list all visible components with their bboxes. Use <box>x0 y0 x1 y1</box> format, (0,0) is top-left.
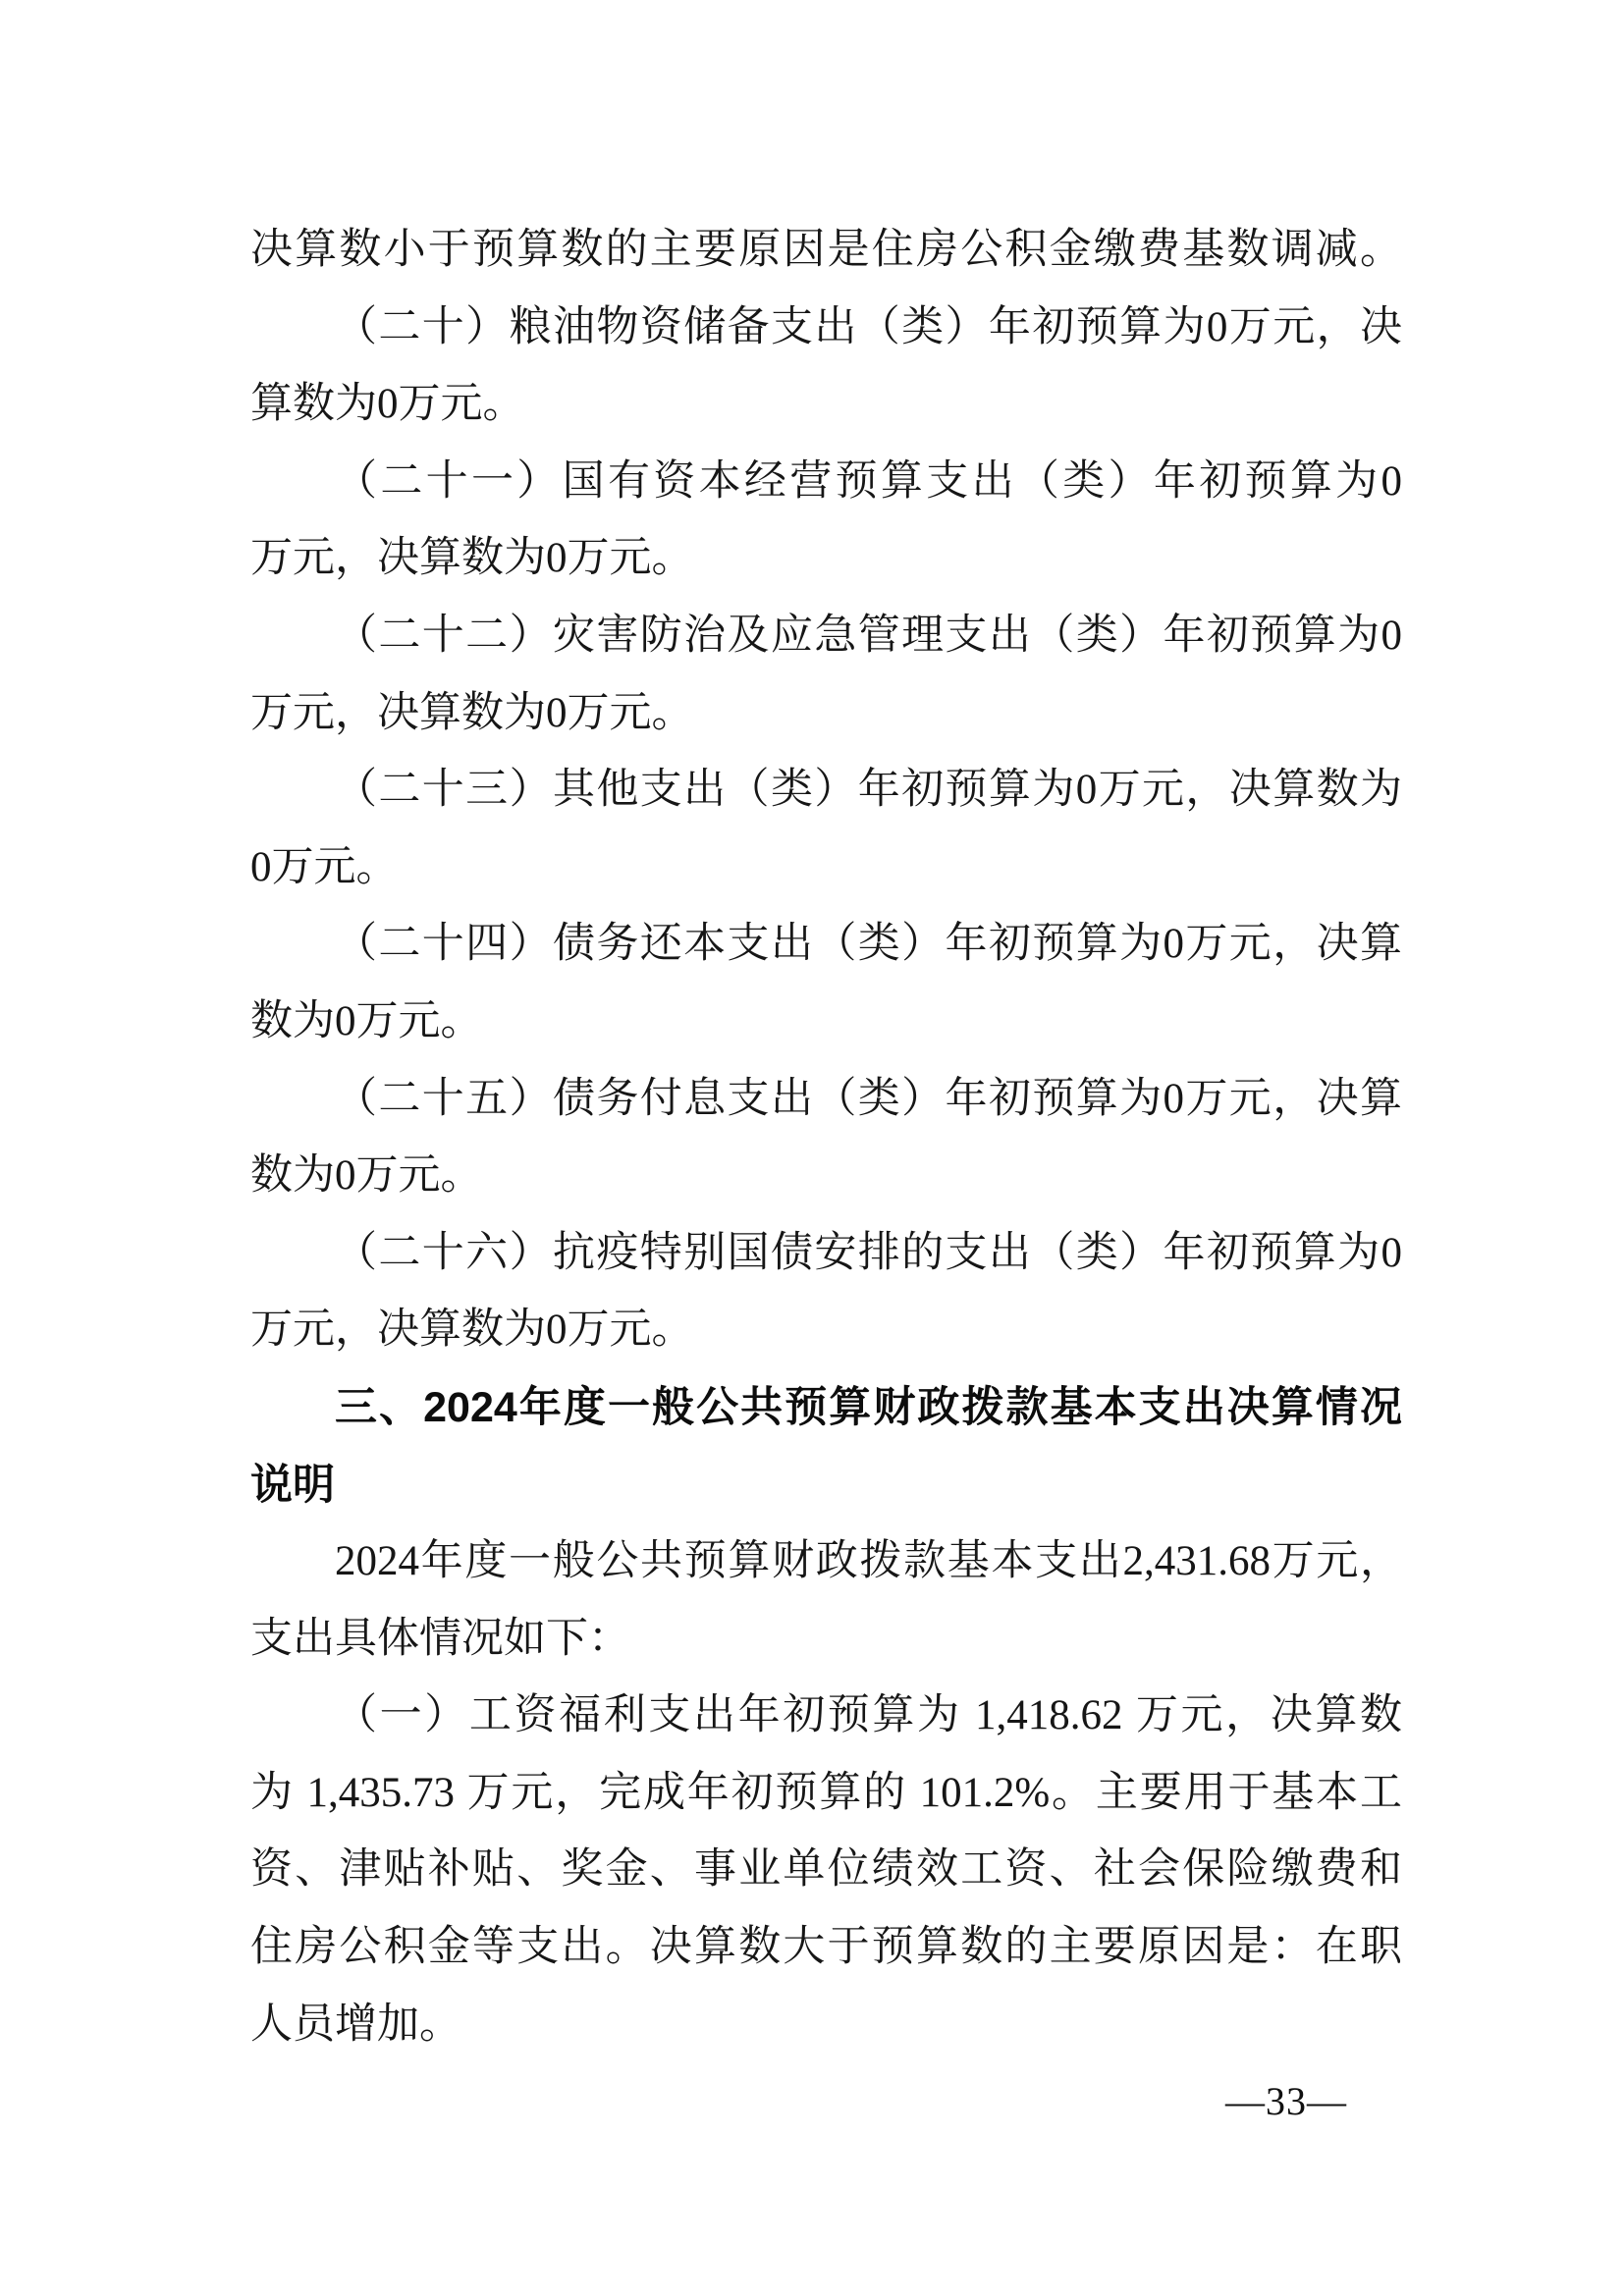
text-line: 资、津贴补贴、奖金、事业单位绩效工资、社会保险缴费和 <box>250 1846 1402 1894</box>
text-line: 2024年度一般公共预算财政拨款基本支出2,431.68万元， <box>335 1538 1402 1585</box>
section-heading-line: 三、2024年度一般公共预算财政拨款基本支出决算情况 <box>335 1383 1402 1431</box>
text-line: 数为0万元。 <box>250 997 483 1044</box>
text-line: 万元，决算数为0万元。 <box>250 1307 694 1354</box>
text-line: 住房公积金等支出。决算数大于预算数的主要原因是：在职 <box>250 1924 1402 1971</box>
text-line: 数为0万元。 <box>250 1152 483 1200</box>
text-line: （二十三）其他支出（类）年初预算为0万元，决算数为 <box>335 767 1402 814</box>
text-line: 万元，决算数为0万元。 <box>250 689 694 736</box>
text-line: （二十一）国有资本经营预算支出（类）年初预算为0 <box>335 457 1402 505</box>
text-line: （二十）粮油物资储备支出（类）年初预算为0万元，决 <box>335 303 1402 350</box>
text-line: 万元，决算数为0万元。 <box>250 535 694 582</box>
text-line: （一）工资福利支出年初预算为 1,418.62 万元，决算数 <box>335 1692 1402 1739</box>
text-line: （二十五）债务付息支出（类）年初预算为0万元，决算 <box>335 1075 1402 1122</box>
section-heading-line: 说明 <box>250 1461 335 1509</box>
text-line: 决算数小于预算数的主要原因是住房公积金缴费基数调减。 <box>250 227 1402 273</box>
page-body-text <box>250 212 1402 2063</box>
text-line: 为 1,435.73 万元，完成年初预算的 101.2%。主要用于基本工 <box>250 1769 1402 1816</box>
text-line: （二十四）债务还本支出（类）年初预算为0万元，决算 <box>335 921 1402 968</box>
text-line: 算数为0万元。 <box>250 381 525 428</box>
text-line: 0万元。 <box>250 843 399 890</box>
text-line: 人员增加。 <box>250 2001 461 2048</box>
text-line: （二十二）灾害防治及应急管理支出（类）年初预算为0 <box>335 612 1402 659</box>
text-line: （二十六）抗疫特别国债安排的支出（类）年初预算为0 <box>335 1229 1402 1276</box>
page-number: —33— <box>1225 2079 1347 2123</box>
text-line: 支出具体情况如下： <box>250 1615 630 1662</box>
